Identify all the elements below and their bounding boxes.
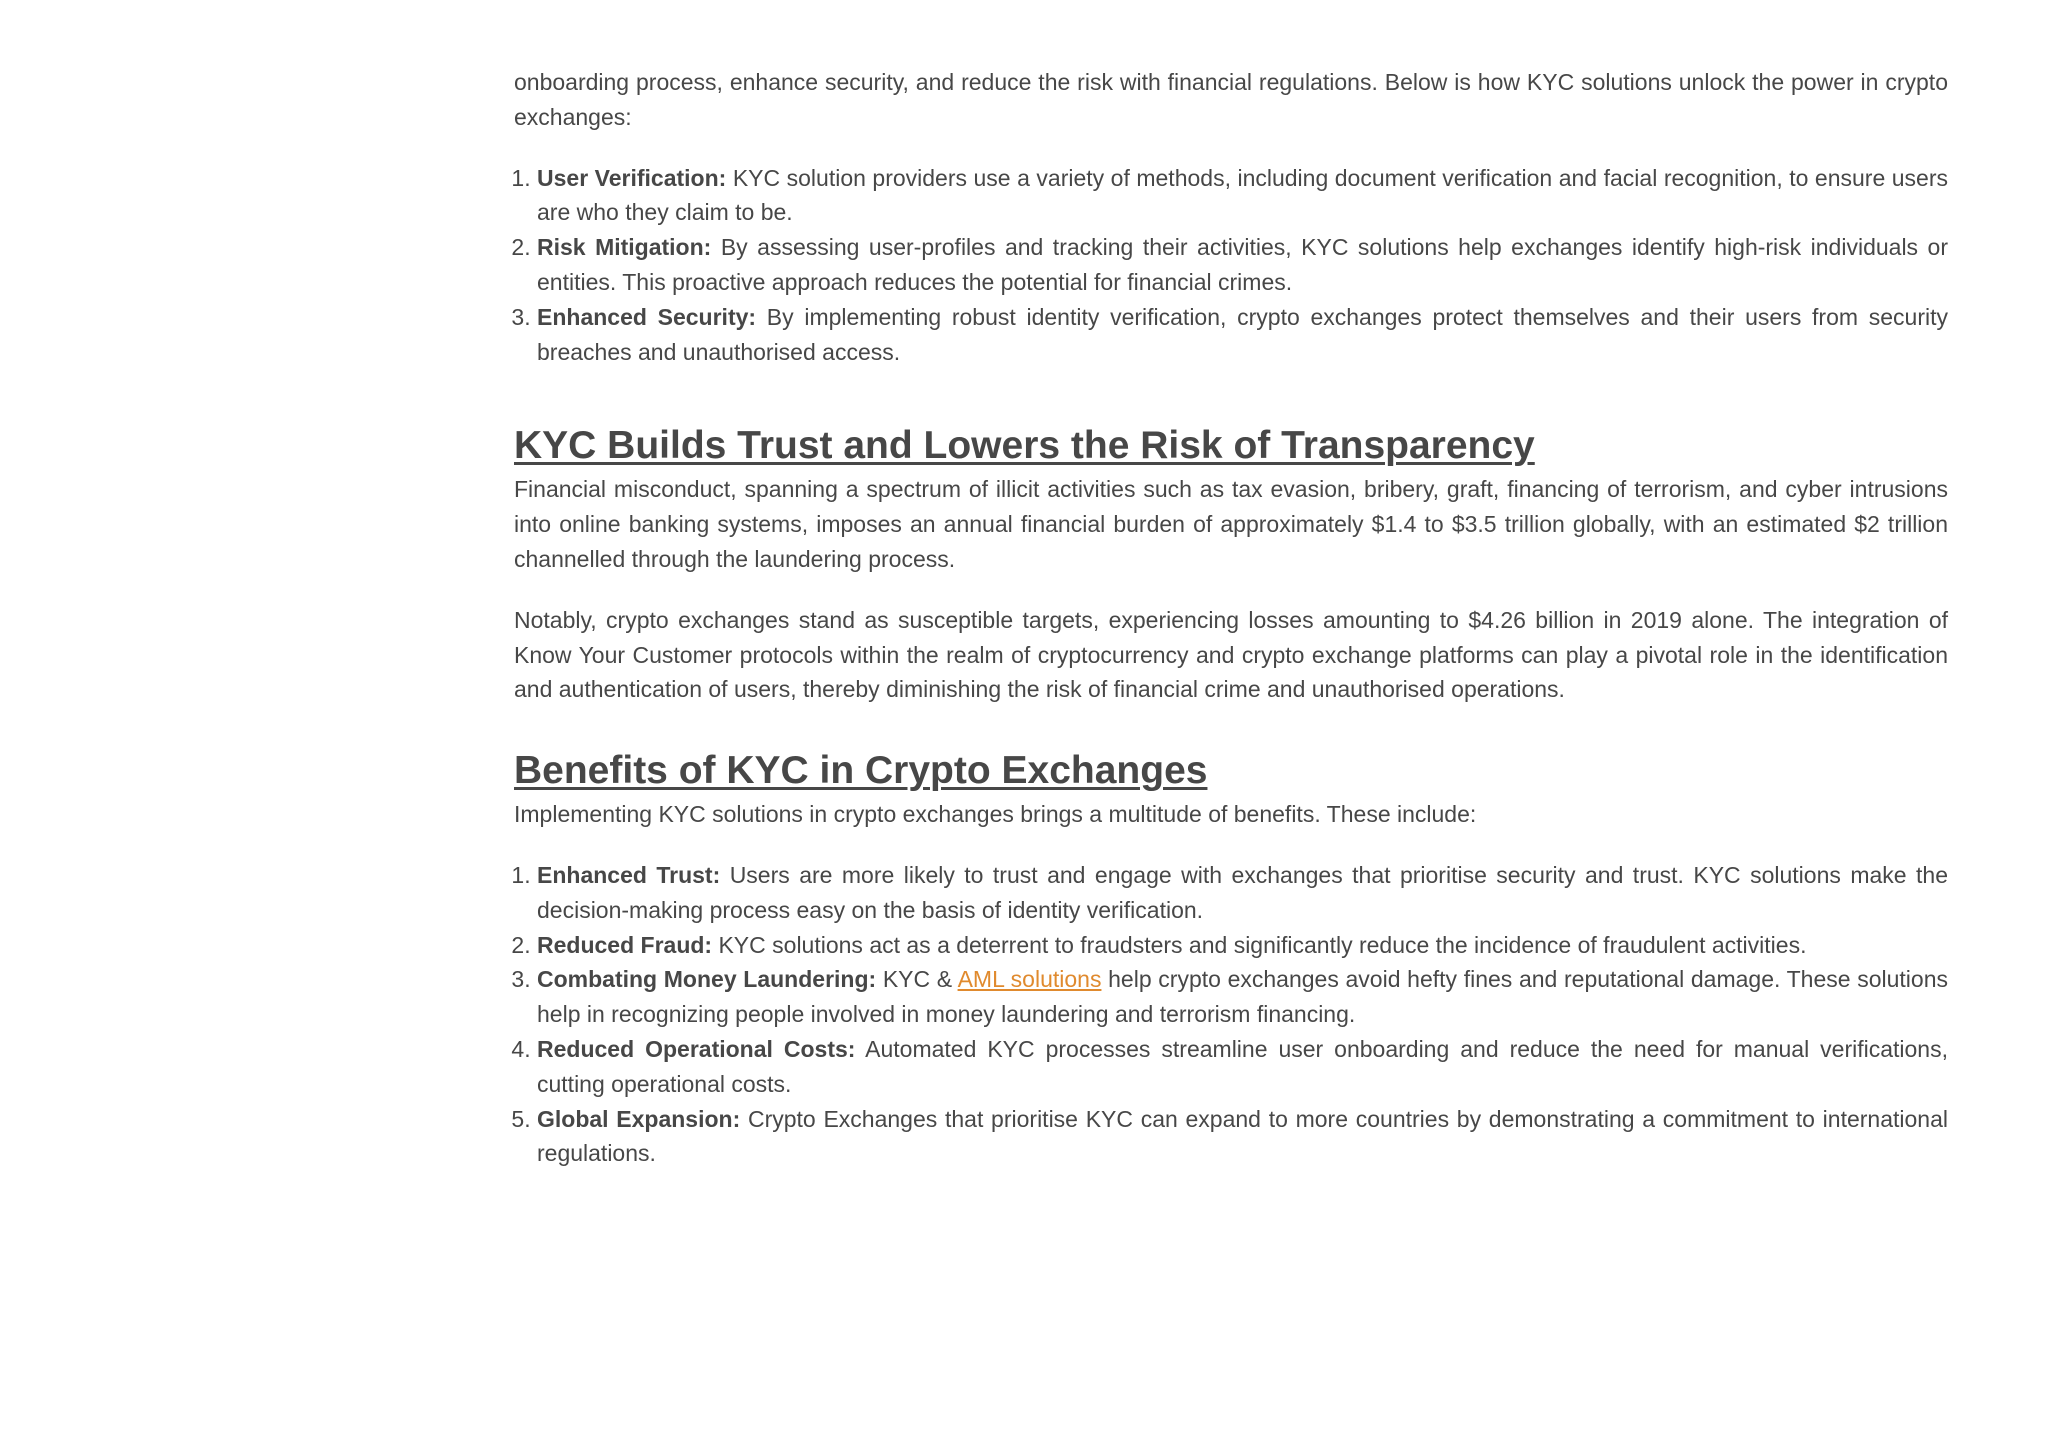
section-heading-trust: KYC Builds Trust and Lowers the Risk of Transparency [514, 424, 1535, 468]
section-paragraph: Financial misconduct, spanning a spectrum of illicit activities such as tax evasion, bribery, graft, financing of terrorism, and cyber intrusions into online banking systems, imposes an annual financial burden of approximately $1.4 to $3.5 trillion globally, with an estimated $2 trillion channelled through the laundering process. [514, 476, 1948, 572]
list-item-text: KYC solutions act as a deterrent to fraudsters and significantly reduce the incidence of fraudulent activities. [712, 931, 1807, 958]
kyc-power-list [514, 161, 1948, 370]
aml-solutions-link[interactable]: AML solutions [957, 966, 1102, 993]
list-item-text: KYC & [876, 966, 958, 993]
benefits-list [514, 858, 1948, 1171]
article-body [514, 65, 1948, 1197]
list-item [537, 300, 1948, 370]
list-item [537, 928, 1948, 963]
list-item-term: Risk Mitigation: [537, 234, 712, 261]
list-item-text: Crypto Exchanges that prioritise KYC can expand to more countries by demonstrating a commitment to international regulations. [537, 1105, 1948, 1167]
list-item-term: Enhanced Security: [537, 303, 757, 330]
list-item [537, 230, 1948, 300]
section-heading-benefits: Benefits of KYC in Crypto Exchanges [514, 749, 1208, 793]
list-item-text: By assessing user-profiles and tracking their activities, KYC solutions help exchanges identify high-risk individuals or entities. This proactive approach reduces the potential for financial crimes. [537, 234, 1948, 295]
list-item-text: Automated KYC processes streamline user onboarding and reduce the need for manual verifications, cutting operational costs. [537, 1035, 1948, 1097]
list-item [537, 962, 1948, 1032]
list-item-text: help crypto exchanges avoid hefty fines and reputational damage. These solutions help in recognizing people involved in money laundering and terrorism financing. [537, 966, 1948, 1028]
list-item [537, 1032, 1948, 1102]
section-paragraph: Notably, crypto exchanges stand as susceptible targets, experiencing losses amounting to $4.26 billion in 2019 alone. The integration of Know Your Customer protocols within the realm of cryptocurrency and crypto exchange platforms can play a pivotal role in the identification and authentication of users, thereby diminishing the risk of financial crime and unauthorised operations. [514, 606, 1948, 703]
list-item-term: User Verification: [537, 164, 727, 191]
list-item-text: Users are more likely to trust and engage with exchanges that prioritise security and trust. KYC solutions make the decision-making process easy on the basis of identity verification. [537, 861, 1948, 923]
list-item [537, 161, 1948, 231]
list-item-text: By implementing robust identity verification, crypto exchanges protect themselves and their users from security breaches and unauthorised access. [537, 303, 1948, 365]
list-item [537, 1102, 1948, 1172]
list-item-text: KYC solution providers use a variety of methods, including document verification and facial recognition, to ensure users are who they claim to be. [537, 164, 1949, 226]
list-item-term: Reduced Fraud: [537, 931, 713, 958]
list-item [537, 858, 1948, 928]
list-item-term: Global Expansion: [537, 1105, 741, 1132]
list-item-term: Enhanced Trust: [537, 861, 721, 888]
list-item-term: Combating Money Laundering: [537, 966, 877, 993]
benefits-intro: Implementing KYC solutions in crypto exchanges brings a multitude of benefits. These include: [514, 801, 1477, 828]
intro-paragraph: onboarding process, enhance security, and reduce the risk with financial regulations. Below is how KYC solutions unlock the power in crypto exchanges: [514, 69, 1948, 130]
list-item-term: Reduced Operational Costs: [537, 1035, 856, 1062]
